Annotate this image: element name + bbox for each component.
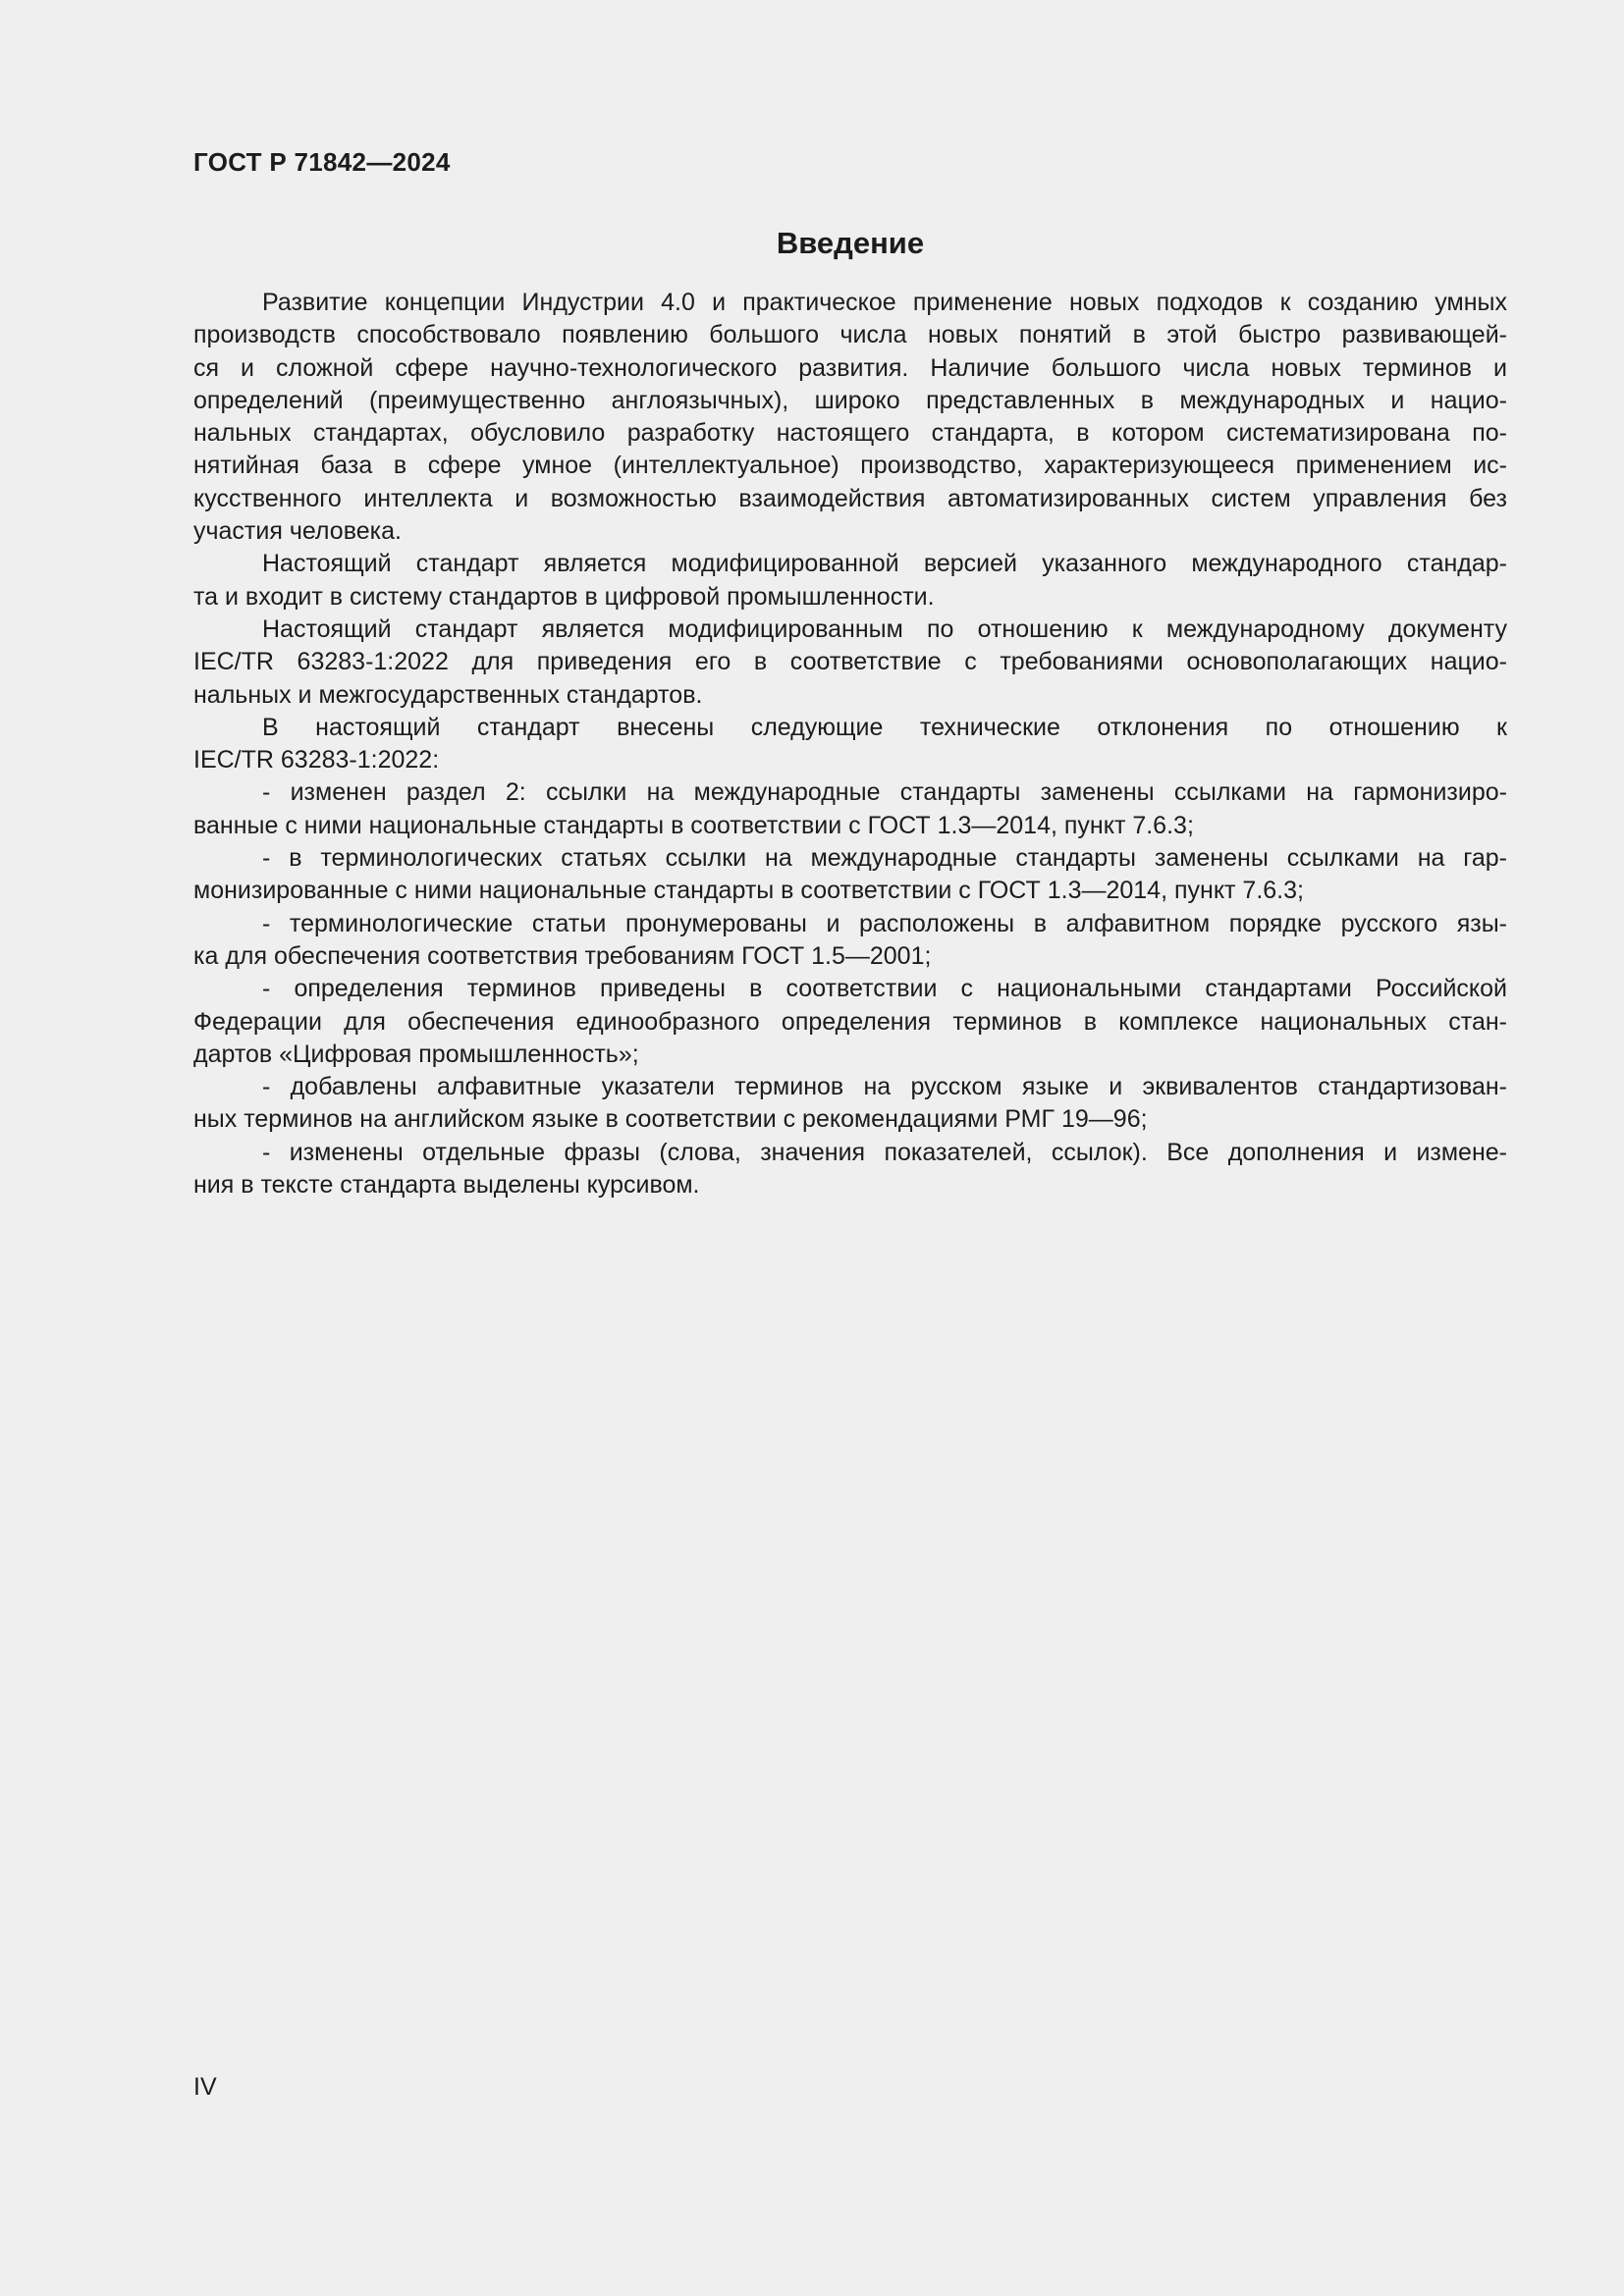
text-line: - определения терминов приведены в соответствии с национальными стандартами Российской [262,975,1507,1003]
text-line: В настоящий стандарт внесены следующие технические отклонения по отношению к [262,713,1507,741]
text-line: - добавлены алфавитные указатели терминов на русском языке и эквивалентов стандартизован- [262,1073,1507,1101]
text-line: та и входит в систему стандартов в цифровой промышленности. [193,582,935,611]
text-line: монизированные с ними национальные стандарты в соответствии с ГОСТ 1.3—2014, пункт 7.6.3; [193,877,1304,905]
text-line: - в терминологических статьях ссылки на международные стандарты заменены ссылками на гар- [262,844,1507,873]
section-title: Введение [776,226,925,260]
text-line: нальных стандартах, обусловило разработку настоящего стандарта, в котором систематизирована по- [193,419,1507,448]
text-line: Настоящий стандарт является модифицированной версией указанного международного стандар- [262,550,1507,578]
text-line: Развитие концепции Индустрии 4.0 и практическое применение новых подходов к созданию умных [262,289,1507,316]
text-line: определений (преимущественно англоязычных), широко представленных в международных и нацио- [193,386,1507,414]
text-line: ся и сложной сфере научно-технологического развития. Наличие большого числа новых терминов и [193,353,1507,382]
text-line: нятийная база в сфере умное (интеллектуальное) производство, характеризующееся применением ис- [193,452,1507,480]
text-line: IEC/TR 63283-1:2022 для приведения его в соответствие с требованиями основополагающих нацио- [193,648,1507,676]
text-line: - изменен раздел 2: ссылки на международные стандарты заменены ссылками на гармонизиро- [262,778,1507,807]
text-line: ка для обеспечения соответствия требованиям ГОСТ 1.5—2001; [193,941,932,970]
text-line: Федерации для обеспечения единообразного определения терминов в комплексе национальных стан- [193,1007,1507,1036]
text-line: IEC/TR 63283-1:2022: [193,746,440,774]
text-line: ных терминов на английском языке в соответствии с рекомендациями РМГ 19—96; [193,1105,1148,1134]
text-line: - изменены отдельные фразы (слова, значения показателей, ссылок). Все дополнения и измене- [262,1138,1507,1166]
text-line: ванные с ними национальные стандарты в соответствии с ГОСТ 1.3—2014, пункт 7.6.3; [193,811,1194,839]
document-code-header: ГОСТ Р 71842—2024 [193,147,451,177]
page-number: IV [193,2073,217,2101]
text-line: Настоящий стандарт является модифицированным по отношению к международному документу [262,614,1507,643]
text-line: - терминологические статьи пронумерованы и расположены в алфавитном порядке русского язы- [262,909,1507,937]
text-line: ния в тексте стандарта выделены курсивом. [193,1171,700,1200]
text-line: производств способствовало появлению большого числа новых понятий в этой быстро развивающей- [193,321,1507,349]
text-line: участия человека. [193,517,402,546]
introduction-body [193,287,1507,1201]
text-line: дартов «Цифровая промышленность»; [193,1040,639,1068]
text-line: нальных и межгосударственных стандартов. [193,680,703,709]
text-line: кусственного интеллекта и возможностью взаимодействия автоматизированных систем управления без [193,484,1507,512]
